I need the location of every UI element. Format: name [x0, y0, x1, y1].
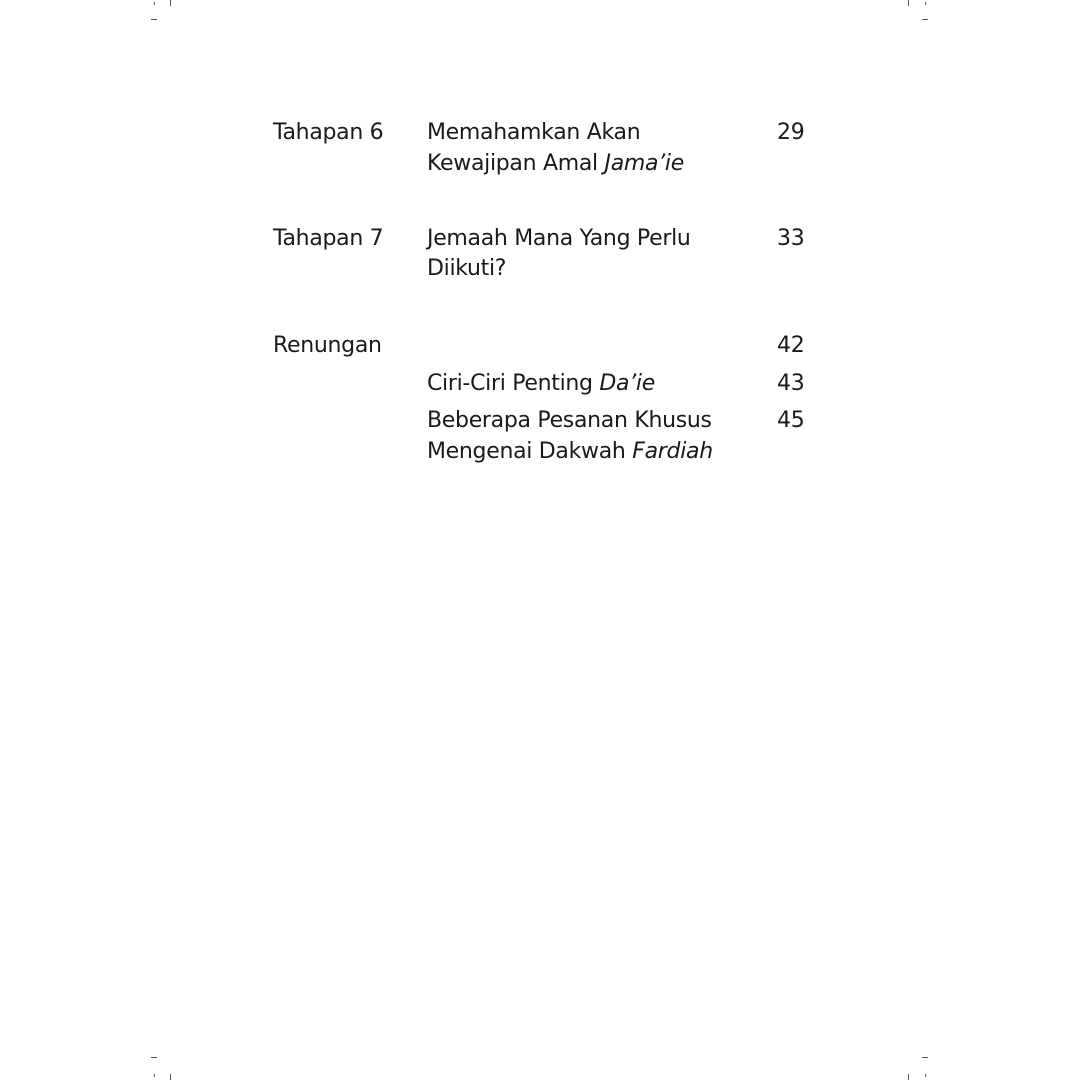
toc-entry-title-line2 [427, 149, 684, 179]
crop-mark-bottom-right [908, 1074, 909, 1080]
toc-entry-title-line2: Diikuti? [427, 256, 507, 281]
toc-page-number: 43 [777, 371, 805, 396]
crop-mark-bottom-left [151, 1057, 157, 1058]
toc-title-text: Ciri-Ciri Penting [427, 371, 600, 396]
toc-entry-title: Beberapa Pesanan Khusus [427, 408, 712, 433]
toc-page-number: 29 [777, 120, 805, 145]
toc-entry-label: Tahapan 6 [273, 120, 384, 145]
toc-entry-title-line2 [427, 437, 713, 467]
toc-page-number: 33 [777, 226, 805, 251]
toc-page-number: 45 [777, 408, 805, 433]
crop-mark-top-right [908, 0, 909, 6]
toc-entry-label: Tahapan 7 [273, 226, 384, 251]
toc-entry-title: Jemaah Mana Yang Perlu [427, 226, 691, 251]
crop-mark-top-right [925, 2, 926, 5]
toc-title-italic: Fardiah [632, 439, 713, 464]
toc-entry-label: Renungan [273, 333, 382, 358]
crop-mark-bottom-left [154, 1074, 155, 1077]
crop-mark-top-left [170, 0, 171, 6]
toc-entry-title [427, 369, 655, 399]
toc-title-text: Kewajipan Amal [427, 151, 605, 176]
crop-mark-bottom-right [922, 1057, 928, 1058]
crop-mark-top-left [151, 19, 157, 20]
toc-page-number: 42 [777, 333, 805, 358]
crop-mark-bottom-left [170, 1074, 171, 1080]
crop-mark-top-right [922, 19, 928, 20]
toc-title-italic: Jama’ie [604, 151, 684, 176]
toc-title-italic: Da’ie [599, 371, 655, 396]
crop-mark-top-left [154, 2, 155, 5]
crop-mark-bottom-right [925, 1074, 926, 1077]
toc-title-text: Mengenai Dakwah [427, 439, 633, 464]
toc-entry-title: Memahamkan Akan [427, 120, 641, 145]
